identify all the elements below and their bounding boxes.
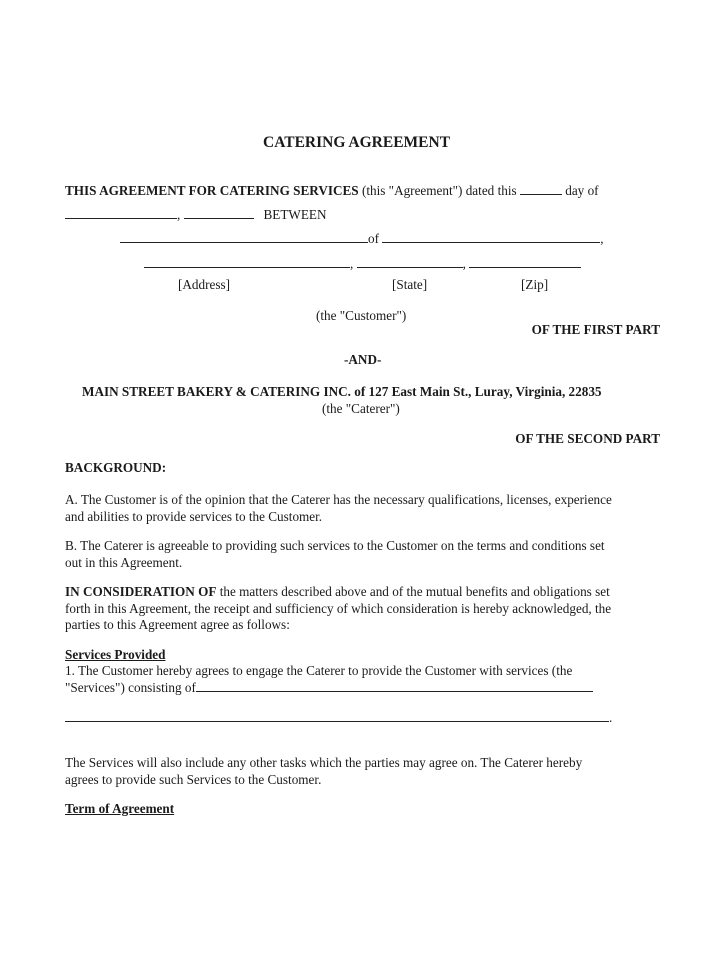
term-heading: Term of Agreement xyxy=(65,801,175,816)
clause-a-line-1: A. The Customer is of the opinion that the Caterer has the necessary qualifications, licenses, experience xyxy=(65,492,612,507)
background-clause-a xyxy=(65,492,665,525)
other-tasks-line-1: The Services will also include any other tasks which the parties may agree on. The Caterer hereby xyxy=(65,755,583,770)
consideration-line-2: forth in this Agreement, the receipt and sufficiency of which consideration is hereby acknowledged, the xyxy=(65,600,612,616)
customer-city-blank[interactable] xyxy=(382,231,600,243)
services-heading: Services Provided xyxy=(65,647,166,662)
clause-a-line-2: and abilities to provide services to the Customer. xyxy=(65,508,323,524)
intro-line xyxy=(65,183,599,199)
background-heading: BACKGROUND: xyxy=(65,460,167,475)
services-line-1: 1. The Customer hereby agrees to engage the Caterer to provide the Customer with services (the xyxy=(65,663,573,678)
customer-alias: (the "Customer") xyxy=(316,308,407,323)
consideration-clause xyxy=(65,584,665,634)
document-title: CATERING AGREEMENT xyxy=(263,134,451,151)
second-part-label: OF THE SECOND PART xyxy=(515,431,660,446)
intro-text: (this "Agreement") dated this xyxy=(358,183,517,198)
year-blank[interactable] xyxy=(184,207,254,219)
first-part-label: OF THE FIRST PART xyxy=(531,322,660,337)
of-text: of xyxy=(368,231,379,246)
consideration-line-1 xyxy=(65,584,665,601)
consideration-line-3: parties to this Agreement agree as follows: xyxy=(65,617,290,632)
address-blank[interactable] xyxy=(144,256,350,268)
services-consisting-text: "Services") consisting of xyxy=(65,680,196,695)
services-other-tasks xyxy=(65,755,665,788)
intro-bold: THIS AGREEMENT FOR CATERING SERVICES xyxy=(65,183,359,198)
zip-label: [Zip] xyxy=(521,277,549,292)
caterer-alias: (the "Caterer") xyxy=(322,401,400,416)
state-label: [State] xyxy=(392,277,428,292)
customer-name-line: of , xyxy=(120,231,604,247)
day-of-text: day of xyxy=(565,183,599,198)
services-line-2 xyxy=(65,680,593,696)
services-line-3: . xyxy=(65,710,612,726)
zip-blank[interactable] xyxy=(469,256,581,268)
clause-b-line-2: out in this Agreement. xyxy=(65,554,183,570)
day-blank[interactable] xyxy=(520,183,562,195)
consideration-bold: IN CONSIDERATION OF xyxy=(65,584,217,599)
services-blank-2[interactable] xyxy=(65,710,609,722)
background-clause-b xyxy=(65,538,665,571)
month-blank[interactable] xyxy=(65,207,177,219)
caterer-name-line: MAIN STREET BAKERY & CATERING INC. of 127 East Main St., Luray, Virginia, 22835 xyxy=(82,384,602,399)
date-line: , BETWEEN xyxy=(65,207,326,223)
services-blank-1[interactable] xyxy=(196,680,593,692)
customer-name-blank[interactable] xyxy=(120,231,368,243)
between-text: BETWEEN xyxy=(263,207,327,222)
state-blank[interactable] xyxy=(357,256,463,268)
clause-b-line-1: B. The Caterer is agreeable to providing such services to the Customer on the terms and conditions set xyxy=(65,538,605,553)
customer-address-line: , , xyxy=(144,256,581,272)
address-label: [Address] xyxy=(178,277,231,292)
other-tasks-line-2: agrees to provide such Services to the Customer. xyxy=(65,771,322,787)
and-separator: -AND- xyxy=(344,352,382,367)
consideration-rest: the matters described above and of the mutual benefits and obligations set xyxy=(216,584,610,599)
